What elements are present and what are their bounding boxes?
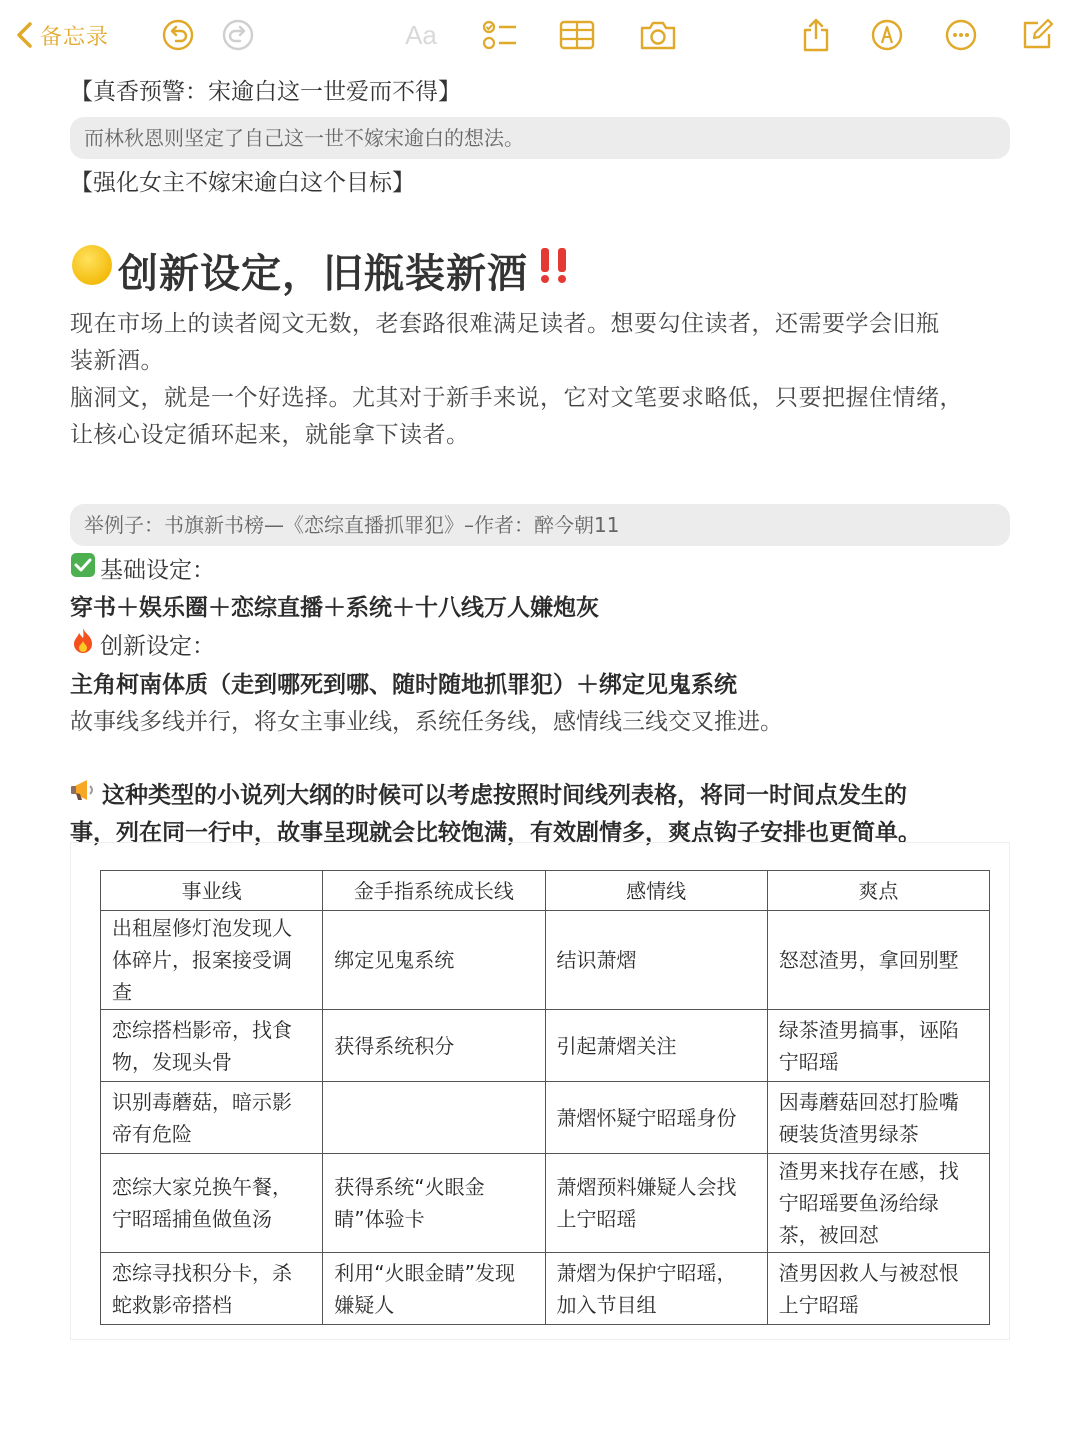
section-heading [70,242,1010,298]
share-icon [801,17,831,53]
table-header-row [101,871,990,911]
undo-icon [161,18,195,52]
table-cell[interactable]: 恋综大家兑换午餐，宁昭瑶捕鱼做鱼汤 [101,1154,323,1253]
table-cell[interactable]: 出租屋修灯泡发现人体碎片，报案接受调查 [101,911,323,1010]
yellow-circle-icon [70,243,114,297]
markup-button[interactable] [866,14,908,56]
fire-icon [70,627,96,667]
paragraph-intro-line: 让核心设定循环起来，就能拿下读者。 [70,422,470,448]
innovation-description: 故事线多线并行，将女主事业线，系统任务线，感情线三线交叉推进。 [70,709,783,735]
basic-setting-label: 基础设定： [100,557,215,584]
table-header-cell[interactable]: 事业线 [101,871,323,911]
compose-button[interactable] [1016,14,1058,56]
camera-icon [639,19,677,51]
basic-setting-value: 穿书＋娱乐圈＋恋综直播＋系统＋十八线万人嫌炮灰 [70,595,599,621]
notes-toolbar [0,0,1080,70]
note-line-goal: 【强化女主不嫁宋逾白这个目标】 [70,170,415,196]
innovation-label-line [70,627,1010,667]
tip-text-b: 事，列在同一行中，故事呈现就会比较饱满，有效剧情多，爽点钩子安排也更简单。 [70,820,921,846]
checklist-button[interactable] [478,14,522,56]
example-quote: 举例子：书旗新书榜—《恋综直播抓罪犯》–作者：醉今朝11 [70,504,1010,546]
table-cell[interactable]: 绿茶渣男搞事，诬陷宁昭瑶 [767,1010,989,1082]
innovation-value: 主角柯南体质（走到哪死到哪、随时随地抓罪犯）＋绑定见鬼系统 [70,672,737,698]
table-cell[interactable]: 恋综寻找积分卡，杀蛇救影帝搭档 [101,1253,323,1325]
table-cell[interactable]: 渣男因救人与被怼恨上宁昭瑶 [767,1253,989,1325]
table-header-cell[interactable]: 爽点 [767,871,989,911]
table-row [101,1154,990,1253]
table-cell[interactable]: 绑定见鬼系统 [323,911,545,1010]
back-button[interactable] [14,14,124,56]
share-button[interactable] [796,14,836,56]
table-header-cell[interactable]: 金手指系统成长线 [323,871,545,911]
timeline-table-container [70,842,1010,1340]
table-cell[interactable]: 萧熠为保护宁昭瑶，加入节目组 [545,1253,767,1325]
table-row [101,911,990,1010]
more-icon [944,18,978,52]
paragraph-intro-line: 脑洞文，就是一个好选择。尤其对于新手来说，它对文笔要求略低，只要把握住情绪， [70,385,963,411]
table-cell[interactable]: 获得系统积分 [323,1010,545,1082]
table-cell[interactable] [323,1082,545,1154]
table-button[interactable] [557,14,597,56]
table-cell[interactable]: 引起萧熠关注 [545,1010,767,1082]
table-header-cell[interactable]: 感情线 [545,871,767,911]
basic-setting-label-line [70,552,1010,590]
paragraph-intro-line: 装新酒。 [70,348,164,374]
table-row [101,1010,990,1082]
table-row [101,1253,990,1325]
note-line-warning: 【真香预警：宋逾白这一世爱而不得】 [70,79,461,105]
paragraph-intro-line: 现在市场上的读者阅文无数，老套路很难满足读者。想要勾住读者，还需要学会旧瓶 [70,311,940,337]
table-row [101,1082,990,1154]
note-body[interactable] [70,70,1010,852]
quote-block: 而林秋恩则坚定了自己这一世不嫁宋逾白的想法。 [70,117,1010,159]
table-cell[interactable]: 结识萧熠 [545,911,767,1010]
redo-button[interactable] [218,14,258,56]
table-cell[interactable]: 怒怼渣男，拿回别墅 [767,911,989,1010]
chevron-left-icon [14,20,36,50]
table-cell[interactable]: 渣男来找存在感，找宁昭瑶要鱼汤给绿茶，被回怼 [767,1154,989,1253]
compose-icon [1020,18,1054,52]
megaphone-icon [70,777,98,815]
table-cell[interactable]: 萧熠预料嫌疑人会找上宁昭瑶 [545,1154,767,1253]
table-cell[interactable]: 因毒蘑菇回怼打脸嘴硬装货渣男绿茶 [767,1082,989,1154]
innovation-label: 创新设定： [100,633,215,660]
table-cell[interactable]: 识别毒蘑菇，暗示影帝有危险 [101,1082,323,1154]
undo-button[interactable] [158,14,198,56]
markup-icon [870,18,904,52]
camera-button[interactable] [636,14,680,56]
text-format-icon: Aa [405,19,437,50]
timeline-table[interactable] [100,870,990,1325]
redo-icon [221,18,255,52]
heading-text: 创新设定，旧瓶装新酒 [118,250,528,297]
table-cell[interactable]: 获得系统“火眼金睛”体验卡 [323,1154,545,1253]
text-format-button[interactable] [396,14,446,56]
tip-text-a: 这种类型的小说列大纲的时候可以考虑按照时间线列表格，将同一时间点发生的 [102,782,907,809]
back-label: 备忘录 [40,24,110,50]
table-cell[interactable]: 利用“火眼金睛”发现嫌疑人 [323,1253,545,1325]
table-cell[interactable]: 萧熠怀疑宁昭瑶身份 [545,1082,767,1154]
table-cell[interactable]: 恋综搭档影帝，找食物，发现头骨 [101,1010,323,1082]
check-mark-icon [70,552,96,590]
double-exclamation-icon [536,245,572,295]
more-button[interactable] [940,14,982,56]
paragraph-intro [70,306,1010,454]
checklist-icon [482,18,518,52]
table-icon [559,20,595,50]
tip-line [70,777,1010,815]
